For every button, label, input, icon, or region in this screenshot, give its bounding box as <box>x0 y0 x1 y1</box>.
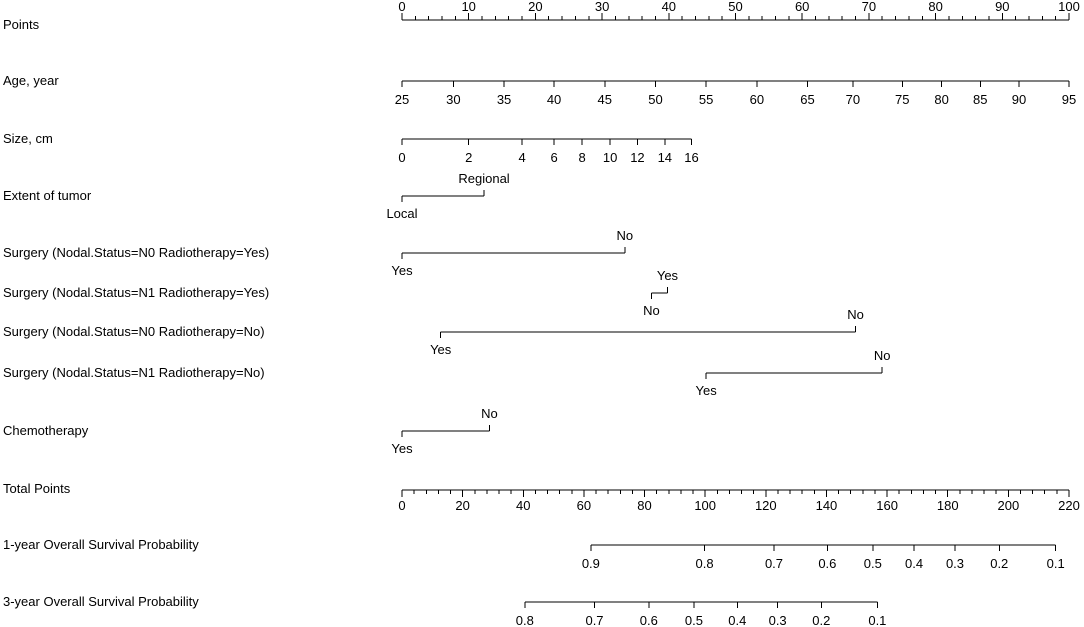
variable-3-label: Extent of tumor <box>3 188 92 203</box>
variable-4-level-label: Yes <box>391 263 413 278</box>
points-axis-tick-label: 80 <box>928 0 943 14</box>
variable-1-tick-label: 55 <box>698 92 714 107</box>
total-points-tick-label: 180 <box>936 498 959 513</box>
variable-1-tick-label: 90 <box>1011 92 1027 107</box>
variable-6-level-label: No <box>847 307 864 322</box>
outcome-2-tick-label: 0.7 <box>585 613 604 627</box>
points-axis-tick-label: 90 <box>995 0 1010 14</box>
variable-1-tick-label: 80 <box>934 92 949 107</box>
points-axis-tick-label: 10 <box>461 0 476 14</box>
points-axis-tick-label: 50 <box>728 0 743 14</box>
points-axis-tick-label: 70 <box>861 0 877 14</box>
variable-2-tick-label: 0 <box>398 150 406 165</box>
total-points-tick-label: 160 <box>876 498 898 513</box>
variable-4-label: Surgery (Nodal.Status=N0 Radiotherapy=Yes) <box>3 245 270 260</box>
outcome-2-tick-label: 0.3 <box>768 613 787 627</box>
variable-7-label: Surgery (Nodal.Status=N1 Radiotherapy=No) <box>3 365 265 380</box>
variable-1-tick-label: 95 <box>1061 92 1077 107</box>
variable-8-level-label: No <box>481 406 498 421</box>
variable-1-tick-label: 70 <box>845 92 861 107</box>
points-axis-tick-label: 100 <box>1058 0 1080 14</box>
variable-2-tick-label: 10 <box>602 150 618 165</box>
points-axis-tick-label: 40 <box>661 0 677 14</box>
total-points-tick-label: 20 <box>455 498 470 513</box>
outcome-1-tick-label: 0.9 <box>581 556 600 571</box>
variable-1-tick-label: 30 <box>446 92 461 107</box>
total-points-tick-label: 80 <box>637 498 652 513</box>
total-points-tick-label: 200 <box>997 498 1020 513</box>
outcome-1-tick-label: 0.8 <box>695 556 714 571</box>
outcome-2-tick-label: 0.4 <box>728 613 747 627</box>
total-points-tick-label: 120 <box>754 498 777 513</box>
outcome-2-tick-label: 0.8 <box>515 613 534 627</box>
total-points-tick-label: 40 <box>516 498 531 513</box>
variable-1-label: Age, year <box>3 73 59 88</box>
variable-2-tick-label: 14 <box>657 150 673 165</box>
outcome-1-tick-label: 0.6 <box>818 556 837 571</box>
variable-2-tick-label: 4 <box>518 150 526 165</box>
outcome-1-tick-label: 0.3 <box>945 556 965 571</box>
outcome-2-label: 3-year Overall Survival Probability <box>3 594 199 609</box>
variable-5-level-label: No <box>643 303 660 318</box>
variable-6-level-label: Yes <box>430 342 452 357</box>
points-axis-tick-label: 30 <box>594 0 610 14</box>
points-axis-tick-label: 60 <box>794 0 810 14</box>
variable-1-tick-label: 35 <box>496 92 512 107</box>
outcome-1-tick-label: 0.2 <box>990 556 1009 571</box>
total-points-axis-label: Total Points <box>3 481 71 496</box>
variable-1-tick-label: 50 <box>648 92 663 107</box>
outcome-1-tick-label: 0.4 <box>905 556 924 571</box>
total-points-tick-label: 220 <box>1058 498 1080 513</box>
variable-7-level-label: No <box>873 348 891 363</box>
variable-1-tick-label: 40 <box>546 92 562 107</box>
variable-5-level-label: Yes <box>656 268 679 283</box>
variable-6-label: Surgery (Nodal.Status=N0 Radiotherapy=No) <box>3 324 265 339</box>
outcome-1-tick-label: 0.7 <box>764 556 784 571</box>
variable-2-tick-label: 8 <box>578 150 586 165</box>
variable-1-tick-label: 60 <box>749 92 765 107</box>
points-axis-tick-label: 20 <box>528 0 543 14</box>
total-points-tick-label: 60 <box>576 498 592 513</box>
variable-7-level-label: Yes <box>695 383 717 398</box>
variable-1-tick-label: 65 <box>800 92 815 107</box>
variable-3-level-label: Regional <box>458 171 510 186</box>
variable-1-tick-label: 75 <box>895 92 910 107</box>
total-points-tick-label: 140 <box>815 498 838 513</box>
variable-1-tick-label: 45 <box>597 92 613 107</box>
variable-2-tick-label: 2 <box>465 150 473 165</box>
outcome-1-tick-label: 0.5 <box>863 556 882 571</box>
total-points-tick-label: 0 <box>398 498 406 513</box>
outcome-2-tick-label: 0.1 <box>868 613 887 627</box>
outcome-1-tick-label: 0.1 <box>1046 556 1065 571</box>
variable-2-tick-label: 12 <box>630 150 645 165</box>
outcome-1-label: 1-year Overall Survival Probability <box>3 537 199 552</box>
variable-1-tick-label: 25 <box>394 92 410 107</box>
variable-4-level-label: No <box>616 228 634 243</box>
total-points-tick-label: 100 <box>694 498 717 513</box>
points-axis-tick-label: 0 <box>398 0 406 14</box>
outcome-2-tick-label: 0.6 <box>639 613 658 627</box>
variable-2-tick-label: 16 <box>684 150 699 165</box>
points-axis-label: Points <box>3 17 40 32</box>
outcome-2-tick-label: 0.2 <box>812 613 831 627</box>
variable-8-label: Chemotherapy <box>3 423 89 438</box>
variable-2-label: Size, cm <box>3 131 53 146</box>
variable-3-level-label: Local <box>386 206 418 221</box>
variable-5-label: Surgery (Nodal.Status=N1 Radiotherapy=Yes) <box>3 285 270 300</box>
variable-2-tick-label: 6 <box>550 150 558 165</box>
variable-8-level-label: Yes <box>391 441 413 456</box>
variable-1-tick-label: 85 <box>973 92 988 107</box>
outcome-2-tick-label: 0.5 <box>684 613 704 627</box>
